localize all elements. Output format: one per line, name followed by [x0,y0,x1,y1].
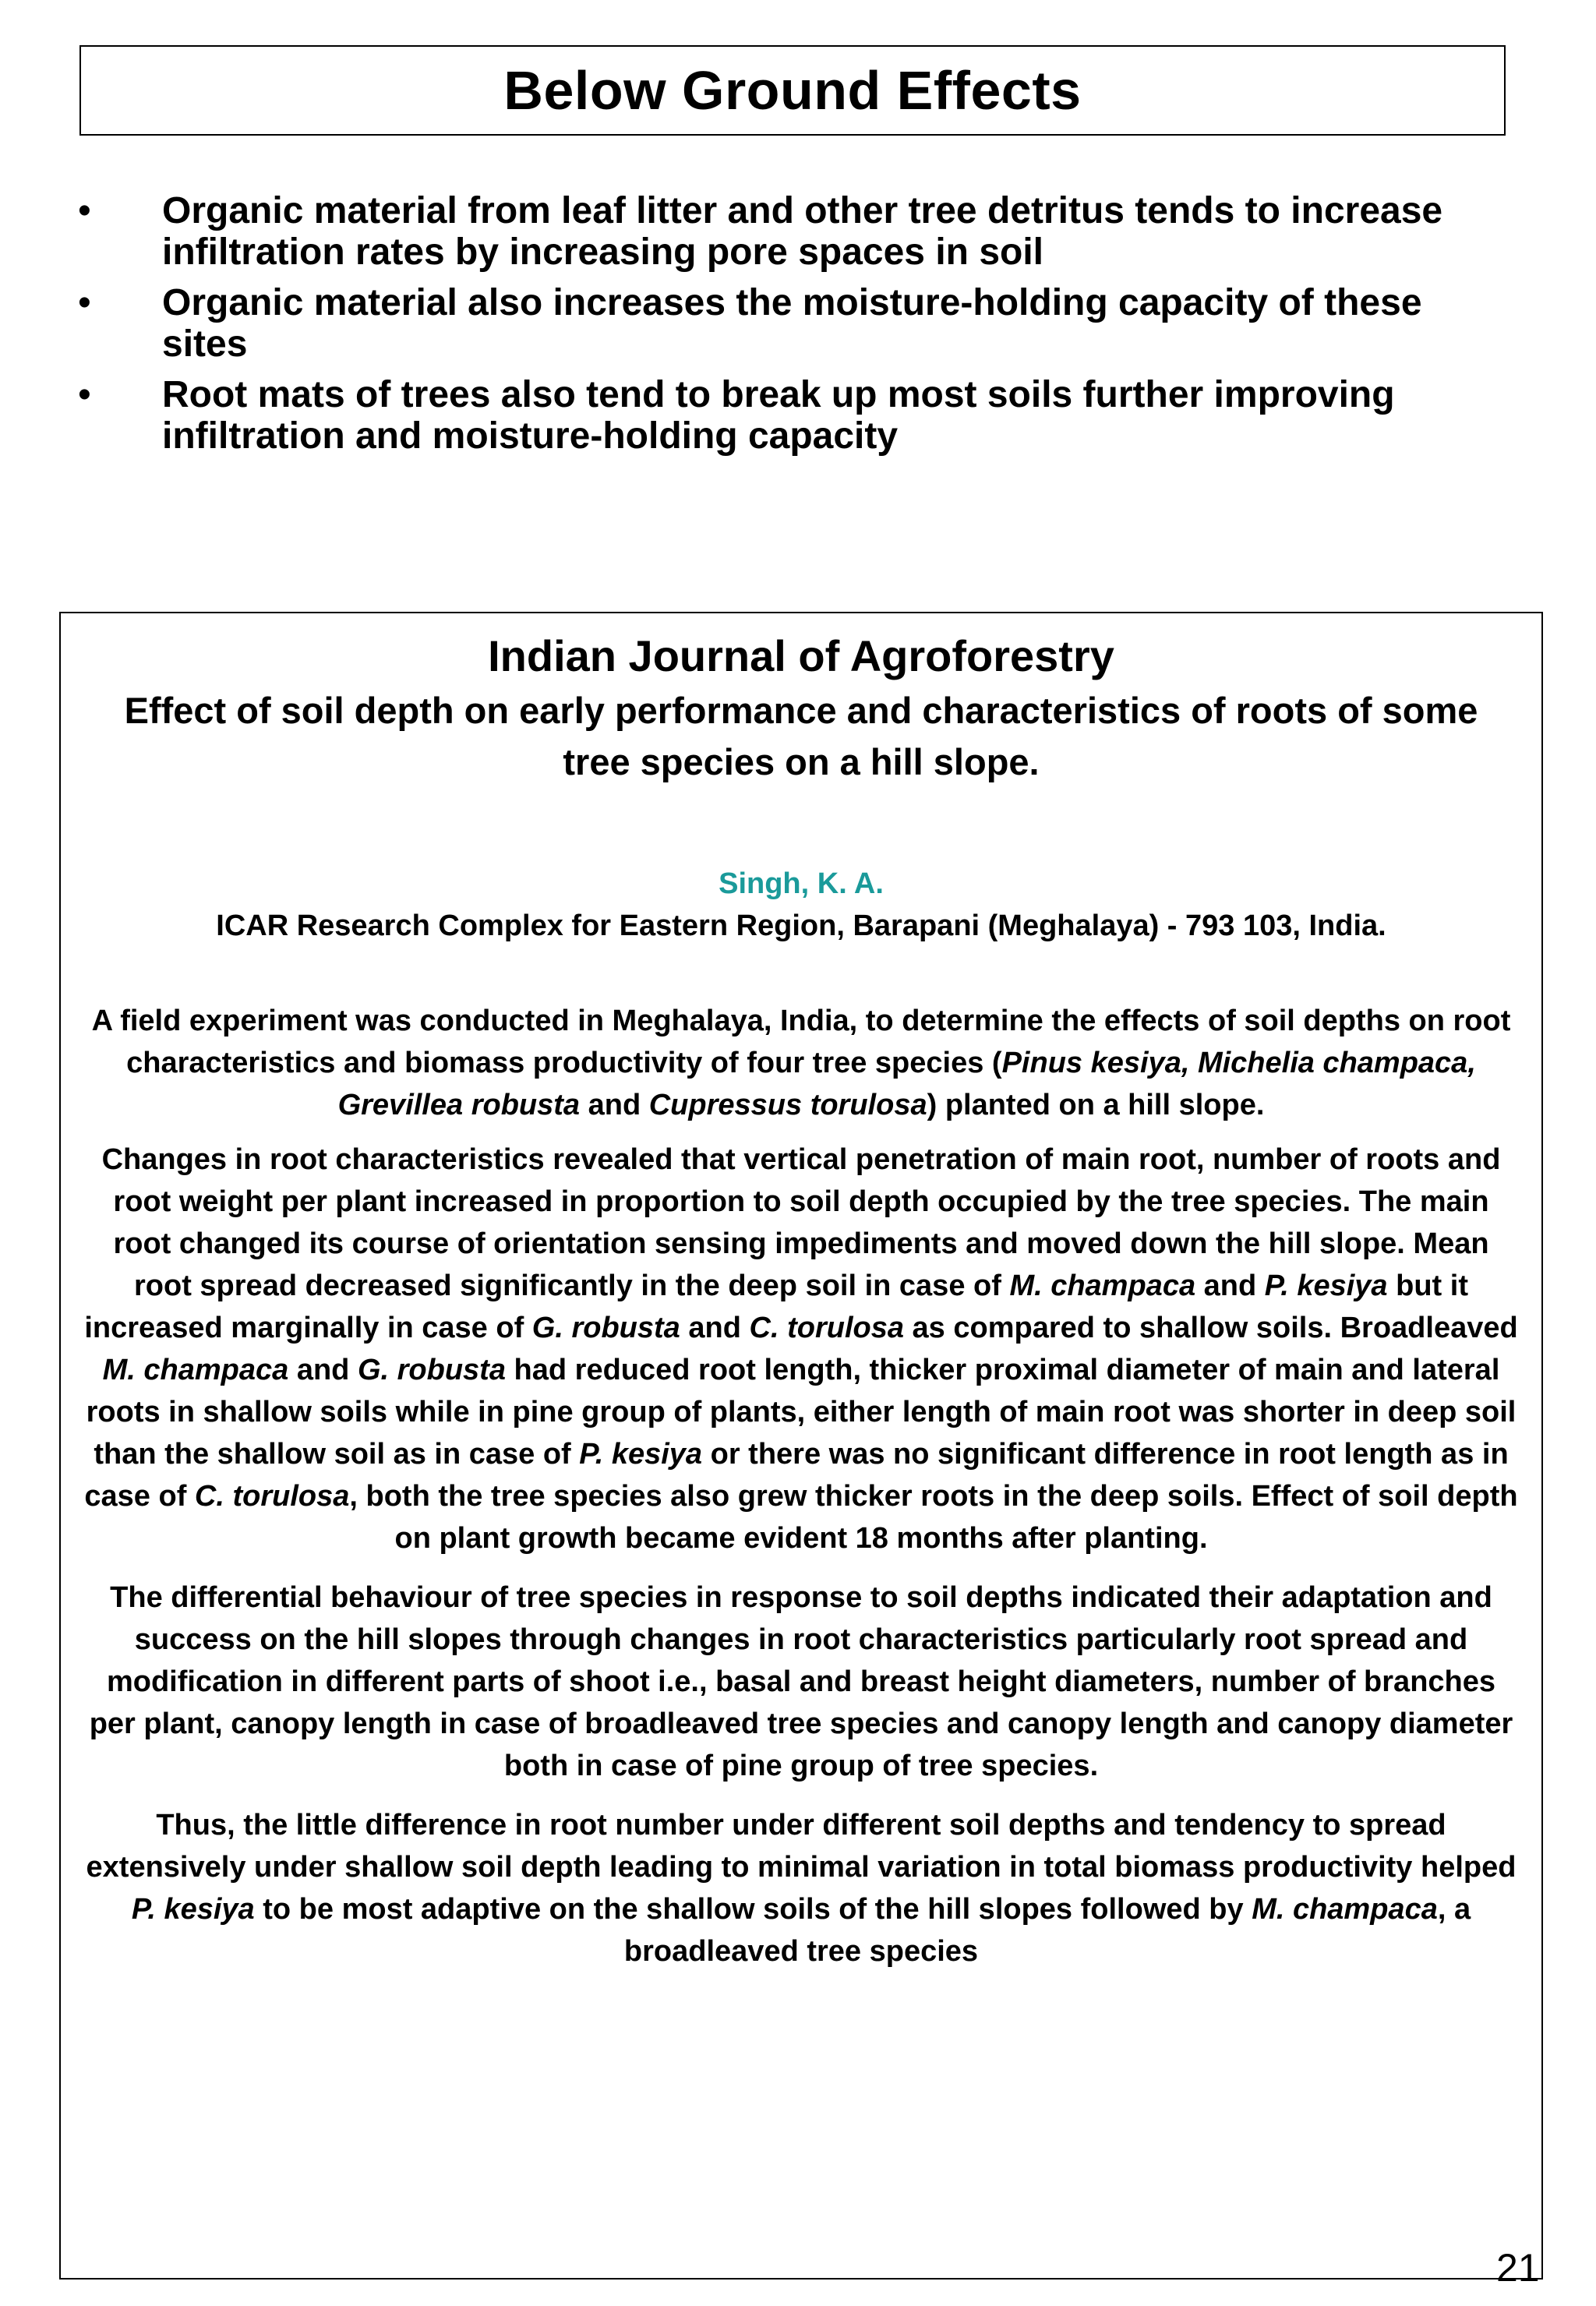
bullet-item [78,282,1496,365]
bullet-item [78,190,1496,273]
bullet-text: Organic material also increases the moisture-holding capacity of these sites [162,282,1422,365]
abstract-paragraph-1: A field experiment was conducted in Meghalaya, India, to determine the effects of soil depths on root characteristics and biomass productivity of four tree species (Pinus kesiya, Michelia champaca, Grevillea robusta and Cupressus torulosa) planted on a hill slope. [91,1005,1511,1121]
bullet-item [78,374,1496,457]
author-name: Singh, K. A. [719,867,884,900]
bullet-marker: • [78,190,91,231]
author-affiliation: ICAR Research Complex for Eastern Region, Barapani (Meghalaya) - 793 103, India. [216,909,1386,942]
bullet-text: Root mats of trees also tend to break up most soils further improving infiltration and moisture-holding capacity [162,374,1395,457]
bullet-marker: • [78,282,91,323]
abstract-paragraph-4: Thus, the little difference in root number under different soil depths and tendency to spread extensively under shallow soil depth leading to minimal variation in total biomass productivity helped P. kesiya to be most adaptive on the shallow soils of the hill slopes followed by M. champaca, a broadleaved tree species [86,1809,1517,1968]
abstract-paragraph-3: The differential behaviour of tree species in response to soil depths indicated their adaptation and success on the hill slopes through changes in root characteristics particularly root spread and modification in different parts of shoot i.e., basal and breast height diameters, number of branches per plant, canopy length in case of broadleaved tree species and canopy length and canopy diameter both in case of pine group of tree species. [89,1581,1513,1782]
page-title: Below Ground Effects [503,60,1082,121]
abstract-paragraph-2: Changes in root characteristics revealed that vertical penetration of main root, number of roots and root weight per plant increased in proportion to soil depth occupied by the tree species. The main root changed its course of orientation sensing impediments and moved down the hill slope. Mean root spread decreased significantly in the deep soil in case of M. champaca and P. kesiya but it increased marginally in case of G. robusta and C. torulosa as compared to shallow soils. Broadleaved M. champaca and G. robusta had reduced root length, thicker proximal diameter of main and lateral roots in shallow soils while in pine group of plants, either length of main root was shorter in deep soil than the shallow soil as in case of P. kesiya or there was no significant difference in root length as in case of C. torulosa, both the tree species also grew thicker roots in the deep soils. Effect of soil depth on plant growth became evident 18 months after planting. [84,1143,1518,1555]
bullet-list [78,190,1496,466]
title-box [79,45,1506,136]
bullet-text: Organic material from leaf litter and other tree detritus tends to increase infiltration rates by increasing pore spaces in soil [162,190,1443,273]
article-title: Effect of soil depth on early performance and characteristics of roots of some tree species on a hill slope. [124,690,1478,782]
journal-name: Indian Journal of Agroforestry [488,631,1114,680]
page-number: 21 [1496,2246,1540,2290]
bullet-marker: • [78,374,91,415]
article-box [59,612,1543,2290]
